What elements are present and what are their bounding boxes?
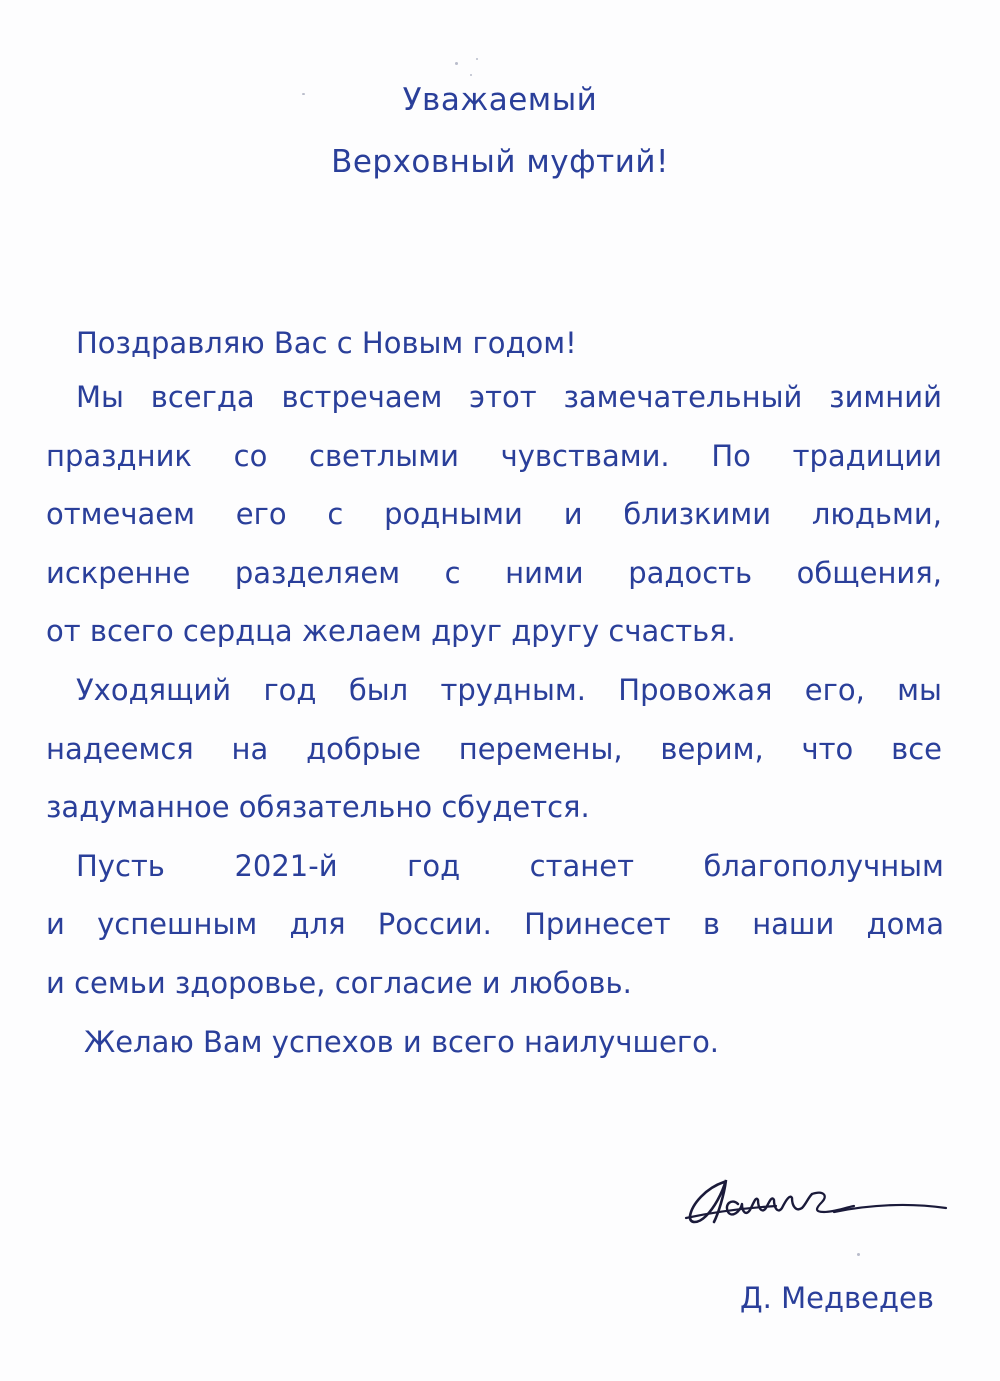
body-word: 2021-й [234,849,338,883]
scan-speck [470,74,472,76]
body-word: в [702,907,720,941]
body-line [46,494,942,534]
body-word: зимний [829,380,942,414]
body-word: с [444,556,461,590]
body-word: радость [628,556,753,590]
body-line [46,436,942,476]
body-word: общения, [796,556,942,590]
salutation-line-1: Уважаемый [402,82,598,118]
body-word: трудным. [440,673,586,707]
body-word: и [46,907,65,941]
body-line [76,846,944,886]
body-word: Провожая [618,673,773,707]
body-word: отмечаем [46,497,195,531]
body-word: что [801,732,854,766]
salutation-line-2: Верховный муфтий! [331,144,669,180]
body-word: искренне [46,556,191,590]
body-word: успешным [97,907,258,941]
body-word: людьми, [811,497,942,531]
body-word: родными [384,497,523,531]
signatory-name: Д. Медведев [740,1281,934,1315]
body-line: Поздравляю Вас с Новым годом! [76,326,577,360]
body-word: Принесет [524,907,671,941]
body-word: разделяем [234,556,401,590]
body-word: верим, [660,732,764,766]
body-line [76,670,942,710]
body-word: Мы [76,380,124,414]
body-word: добрые [306,732,421,766]
body-word: Пусть [76,849,165,883]
scan-speck [455,62,458,65]
body-word: встречаем [281,380,443,414]
body-word: и [563,497,583,531]
body-word: ними [505,556,584,590]
body-word: благополучным [703,849,944,883]
body-word: традиции [792,439,942,473]
body-word: на [231,732,269,766]
body-word: России. [377,907,492,941]
body-word: год [407,849,461,883]
body-word: светлыми [309,439,459,473]
body-word: По [711,439,751,473]
body-word: его, [804,673,865,707]
body-word: дома [866,907,944,941]
body-word: для [289,907,346,941]
body-word: Уходящий [76,673,232,707]
body-word: чувствами. [500,439,670,473]
body-line [46,553,942,593]
body-line [46,729,942,769]
body-word: праздник [46,439,192,473]
body-word: со [233,439,268,473]
body-line: от всего сердца желаем друг другу счастья. [46,614,736,648]
body-word: этот [469,380,537,414]
body-word: наши [752,907,835,941]
body-word: перемены, [458,732,623,766]
scan-speck [857,1253,860,1256]
body-word: надеемся [46,732,194,766]
body-word: год [263,673,317,707]
body-line: задуманное обязательно сбудется. [46,790,590,824]
body-line [76,377,942,417]
body-line: и семьи здоровье, согласие и любовь. [46,966,632,1000]
body-word: замечательный [563,380,803,414]
body-word: с [327,497,344,531]
body-word: всегда [150,380,255,414]
scan-speck [476,58,478,60]
body-word: близкими [623,497,772,531]
body-word: был [348,673,409,707]
body-word: все [891,732,942,766]
body-word: станет [529,849,634,883]
body-word: мы [897,673,942,707]
body-line: Желаю Вам успехов и всего наилучшего. [84,1025,720,1059]
body-word: его [235,497,287,531]
handwritten-signature [684,1168,954,1238]
body-line [46,904,944,944]
